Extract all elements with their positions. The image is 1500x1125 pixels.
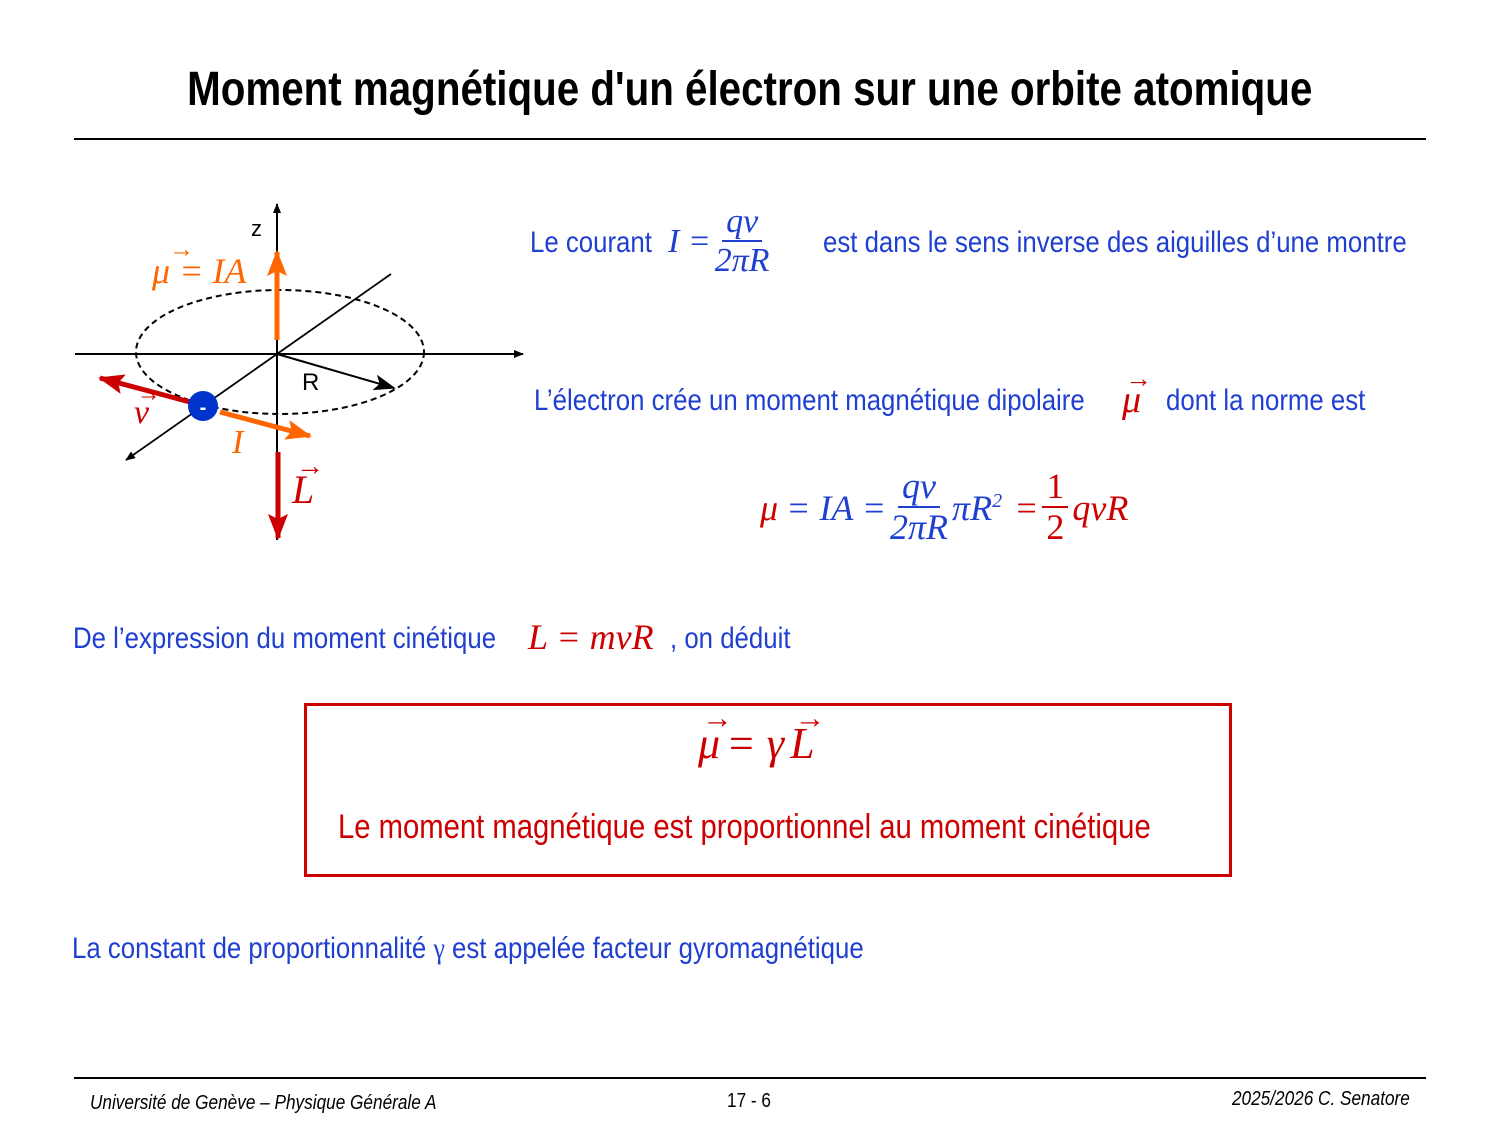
norm-text: dont la norme est	[1166, 384, 1366, 417]
angular-momentum-formula: L = mvR	[528, 617, 654, 657]
page-number: 17 - 6	[727, 1090, 771, 1112]
gyromagnetic-text: La constant de proportionnalité γ est appelée facteur gyromagnétique	[72, 932, 864, 965]
deduce-text: , on déduit	[670, 622, 791, 655]
proportionality-statement: Le moment magnétique est proportionnel au moment cinétique	[338, 808, 1151, 846]
dipole-text: L’électron crée un moment magnétique dipolaire	[534, 384, 1085, 417]
v-label: → v	[134, 394, 149, 432]
current-text: Le courant	[530, 226, 652, 259]
electron-charge: -	[199, 397, 207, 419]
gyromagnetic-formula: → μ = γ→ L	[698, 718, 815, 769]
angular-momentum-text: De l’expression du moment cinétique	[73, 622, 497, 655]
mu-equals-IA-label: → μ = IA	[152, 250, 246, 292]
radius-arrow	[277, 354, 394, 388]
footer-institution: Université de Genève – Physique Générale A	[90, 1092, 437, 1114]
I-label: I	[232, 424, 244, 461]
L-label: → L	[292, 466, 314, 513]
z-label: z	[251, 216, 262, 241]
R-label: R	[302, 369, 320, 396]
footer-divider	[74, 1077, 1426, 1079]
footer-author: 2025/2026 C. Senatore	[1232, 1088, 1410, 1110]
mu-symbol: → μ	[1122, 378, 1141, 422]
orbit-diagram	[0, 0, 540, 560]
magnetic-moment-formula: μ = IA = $\frac{qv}{2\pi R}$ πR 2 = $\frac{1}{2}$ qvR	[760, 466, 1129, 547]
slide-title: Moment magnétique d'un électron sur une orbite atomique	[187, 63, 1313, 116]
current-direction-text: est dans le sens inverse des aiguilles d’une montre	[823, 226, 1407, 259]
current-formula: I = $\frac{qv}{2\pi R}$	[668, 203, 770, 279]
y-axis	[126, 274, 391, 460]
